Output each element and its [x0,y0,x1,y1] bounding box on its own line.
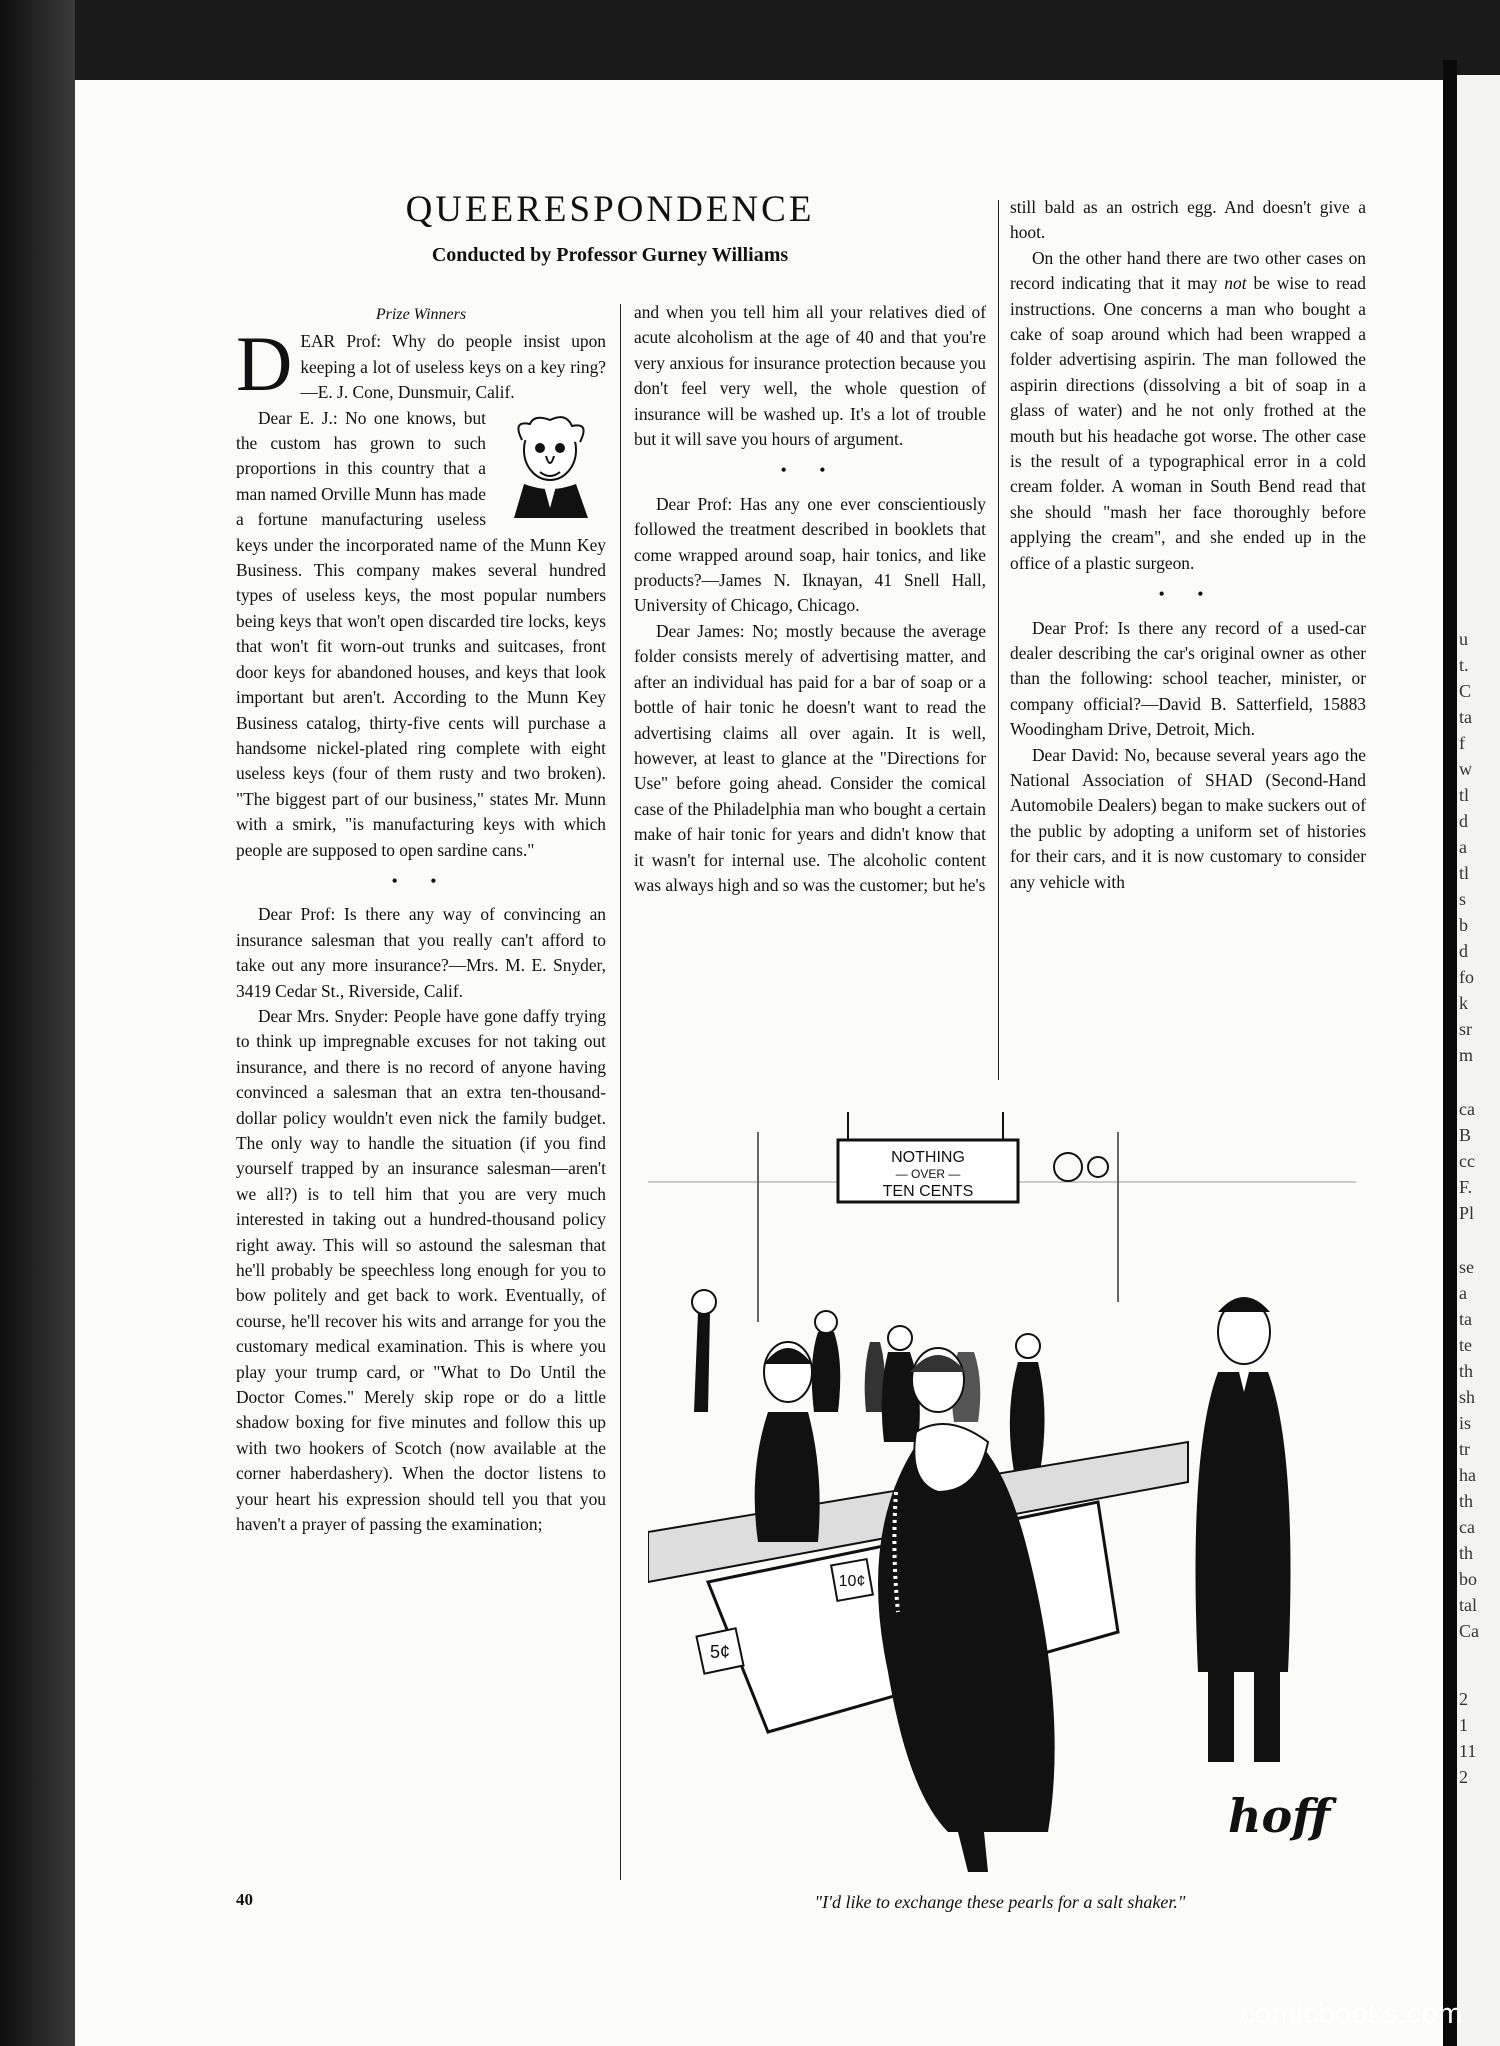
page-gutter [1443,60,1457,2046]
answer-booklets: Dear James: No; mostly because the average folder consists merely of advertising matter, and after an individual has paid for a bar of soap or a bottle of hair tonic he doesn't want to read the advertising claims all over again. It is well, however, at least to glance at the "Directions for Use" before going ahead. Consider the comical case of the Philadelphia man who bought a certain make of hair tonic for years and didn't know that it wasn't for internal use. The alcoholic content was always high and so was the customer; but he's [634,620,986,895]
answer-booklets-cont: still bald as an ostrich egg. And doesn't give a hoot. [1010,197,1366,243]
floorwalker-figure [1196,1372,1291,1672]
adjacent-page-fragment: tal [1459,1595,1477,1615]
adjacent-page-fragment: tr [1459,1439,1470,1459]
adjacent-page-fragment: fo [1459,967,1474,987]
scan-border-left [0,0,75,2046]
article-byline: Conducted by Professor Gurney Williams [431,244,789,266]
article-title: QUEERESPONDENCE [405,189,815,230]
adjacent-page-fragment: te [1459,1335,1472,1355]
adjacent-page-fragment: 2 [1459,1767,1468,1787]
adjacent-page-fragment: th [1459,1543,1474,1563]
adjacent-page-fragment: ca [1459,1099,1475,1119]
adjacent-page-fragment: d [1459,811,1468,831]
column-3 [1010,195,1366,895]
adjacent-page-fragment: d [1459,941,1468,961]
adjacent-page-fragment: 11 [1459,1741,1477,1761]
adjacent-page-fragment: C [1459,681,1472,701]
section-separator: • • [1158,584,1218,605]
adjacent-page-fragment: th [1459,1491,1474,1511]
adjacent-page-fragment: a [1459,1283,1467,1303]
column-2 [634,300,986,898]
salesgirl-figure [755,1412,820,1542]
adjacent-page-fragment: k [1459,993,1468,1013]
column-rule [998,200,999,1080]
professor-caricature-illustration [494,410,606,518]
answer-keys: Dear E. J.: No one knows, but the custom has grown to such proportions in this country that a man named Orville Munn has made a fortune manufacturing useless keys under the incorporated name of the Munn Key Business. This company makes several hundred types of useless keys, the most popular numbers being keys that won't open discarded tire locks, keys that won't fit worn-out trunks and suitcases, front door keys for abandoned houses, and keys that look important but aren't. According to the Munn Key Business catalog, thirty-five cents will purchase a handsome nickel-plated ring complete with eight useless keys (four of them rusty and two broken). "The biggest part of our business," states Mr. Munn with a smirk, "is manufacturing keys with which people are supposed to open sardine cans." [236,407,606,860]
sign-line-3: TEN CENTS [882,1183,974,1200]
adjacent-page-fragment: ca [1459,1517,1475,1537]
adjacent-page-fragment: 1 [1459,1715,1468,1735]
cartoon-illustration [648,1112,1356,1902]
answer-insurance: Dear Mrs. Snyder: People have gone daffy trying to think up impregnable excuses for not taking out insurance, and there is no record of anyone having convinced a salesman that an extra ten-thousand-dollar policy wouldn't even nick the family budget. The only way to handle the situation (if you find yourself trapped by an insurance salesman—aren't we all?) is to tell him that you are very much interested in taking out a hundred-thousand policy right away. This will so astound the salesman that he'll probably be speechless long enough for you to bow politely and get back to work. Eventually, of course, he'll recover his wits and arrange for you the customary medical examination. This is where you play your trump card, or "What to Do Until the Doctor Comes." Merely skip rope or do a little shadow boxing for five minutes and follow this up with two hookers of Scotch (now available at the corner haberdashery). When the doctor listens to your heart his expression should tell you that you haven't a prayer of passing the examination; [236,1005,606,1535]
paragraph-instructions: On the other hand there are two other cases on record indicating that it may not be wise to read instructions. One concerns a man who bought a cake of soap around which had been wrapped a folder advertising aspirin. The man followed the aspirin directions (dissolving a bit of soap in a glass of water) and he not only frothed at the mouth but his headache got worse. The other case is the result of a typographical error in a cold cream folder. A woman in South Bend read that she should "mash her face thoroughly before applying the cream", and she ended up in the office of a plastic surgeon. [1010,247,1366,573]
artist-signature: hoff [1228,1789,1331,1843]
adjacent-page-fragment: se [1459,1257,1474,1277]
answer-used-car: Dear David: No, because several years ago the National Association of SHAD (Second-Hand Automobile Dealers) began to make suckers out of the public by adopting a uniform set of histories for their cars, and it is now customary to consider any vehicle with [1010,744,1366,892]
adjacent-page-fragment: sr [1459,1019,1472,1039]
watermark: comicbooks.com [1240,1998,1463,2030]
price-tag-5: 5¢ [709,1642,731,1662]
adjacent-page-fragment: F. [1459,1177,1473,1197]
adjacent-page-fragment: m [1459,1045,1474,1065]
adjacent-page-fragment: bo [1459,1569,1477,1589]
section-separator: • • [780,460,840,481]
adjacent-page-fragment: 2 [1459,1689,1468,1709]
drop-cap: D [236,320,293,408]
column-1 [236,302,606,1538]
adjacent-page-fragment: sh [1459,1387,1476,1407]
sign-line-2: — OVER — [895,1167,961,1181]
adjacent-page-fragment: is [1459,1413,1472,1433]
adjacent-page-fragment: B [1459,1125,1472,1145]
question-keys: DEAR Prof: Why do people insist upon keeping a lot of useless keys on a key ring?—E. J. Cone, Dunsmuir, Calif. [236,320,606,408]
adjacent-page-fragment: th [1459,1361,1474,1381]
cartoon-caption: "I'd like to exchange these pearls for a salt shaker." [814,1892,1186,1912]
adjacent-page-fragment: Pl [1459,1203,1475,1223]
question-booklets: Dear Prof: Has any one ever conscientiously followed the treatment described in booklets that come wrapped around soap, hair tonics, and like products?—James N. Iknayan, 41 Snell Hall, University of Chicago, Chicago. [634,493,986,616]
adjacent-page-fragment: t. [1459,655,1469,675]
price-tag-10: 10¢ [838,1573,866,1590]
column-rule [620,304,621,1880]
adjacent-page-fragment: ha [1459,1465,1476,1485]
adjacent-page-fragment: cc [1459,1151,1475,1171]
section-separator: • • [391,870,451,891]
section-kicker: Prize Winners [375,306,467,323]
adjacent-page-fragment: b [1459,915,1468,935]
question-insurance: Dear Prof: Is there any way of convincing an insurance salesman that you really can't afford to take out any more insurance?—Mrs. M. E. Snyder, 3419 Cedar St., Riverside, Calif. [236,904,606,1001]
question-used-car: Dear Prof: Is there any record of a used-car dealer describing the car's original owner as other than the following: school teacher, minister, or company official?—David B. Satterfield, 15883 Woodingham Drive, Detroit, Mich. [1010,617,1366,740]
adjacent-page-edge [1457,75,1500,2046]
answer-insurance-cont: and when you tell him all your relatives died of acute alcoholism at the age of 40 and that you're very anxious for insurance protection because you don't feel very well, the whole question of insurance will be washed up. It's a lot of trouble but it will save you hours of argument. [634,302,986,450]
adjacent-page-fragment: s [1459,889,1467,909]
adjacent-page-fragment: w [1459,759,1472,779]
adjacent-page-fragment: tl [1459,785,1470,805]
adjacent-page-fragment: ta [1459,1309,1472,1329]
page-number: 40 [236,1890,253,1909]
adjacent-page-fragment: ta [1459,707,1472,727]
adjacent-page-fragment: f [1459,733,1465,753]
sign-line-1: NOTHING [891,1149,965,1166]
adjacent-page-fragment: a [1459,837,1467,857]
adjacent-page-fragment: tl [1459,863,1470,883]
adjacent-page-fragment: u [1459,629,1468,649]
adjacent-page-fragment: Ca [1459,1621,1479,1641]
